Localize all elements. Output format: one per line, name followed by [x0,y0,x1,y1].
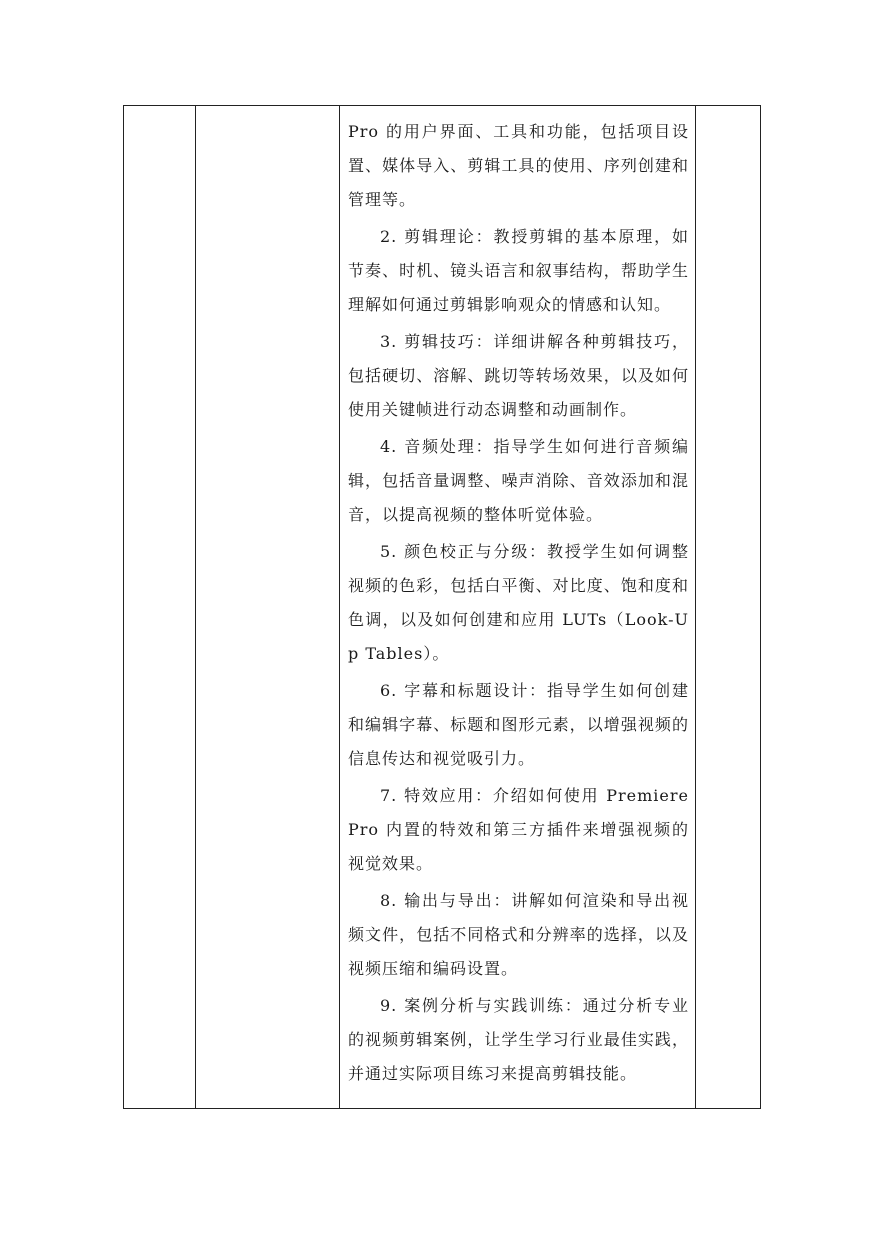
paragraph-titles: 6. 字幕和标题设计：指导学生如何创建和编辑字幕、标题和图形元素，以增强视频的信息传达和视觉吸引力。 [348,681,689,768]
table-cell-empty-2 [196,106,340,1109]
table-cell-empty-4 [696,106,761,1109]
table-row [124,106,761,1109]
paragraph-color: 5. 颜色校正与分级：教授学生如何调整视频的色彩，包括白平衡、对比度、饱和度和色调，以及如何创建和应用 LUTs（Look-Up Tables）。 [348,542,689,663]
paragraph-intro: Pro 的用户界面、工具和功能，包括项目设置、媒体导入、剪辑工具的使用、序列创建和管理等。 [348,122,689,209]
paragraph-effects: 7. 特效应用：介绍如何使用 Premiere Pro 内置的特效和第三方插件来增强视频的视觉效果。 [348,786,689,873]
paragraph-editing-theory: 2. 剪辑理论：教授剪辑的基本原理，如节奏、时机、镜头语言和叙事结构，帮助学生理解如何通过剪辑影响观众的情感和认知。 [348,227,689,314]
course-table [123,105,761,1109]
paragraph-editing-techniques: 3. 剪辑技巧：详细讲解各种剪辑技巧，包括硬切、溶解、跳切等转场效果，以及如何使用关键帧进行动态调整和动画制作。 [348,332,689,419]
table-cell-content [340,106,696,1109]
table-cell-empty-1 [124,106,196,1109]
paragraph-case-study: 9. 案例分析与实践训练：通过分析专业的视频剪辑案例，让学生学习行业最佳实践，并通过实际项目练习来提高剪辑技能。 [348,996,689,1083]
paragraph-export: 8. 输出与导出：讲解如何渲染和导出视频文件，包括不同格式和分辨率的选择，以及视频压缩和编码设置。 [348,891,689,978]
paragraph-audio: 4. 音频处理：指导学生如何进行音频编辑，包括音量调整、噪声消除、音效添加和混音，以提高视频的整体听觉体验。 [348,437,689,524]
content-block [340,106,695,1091]
